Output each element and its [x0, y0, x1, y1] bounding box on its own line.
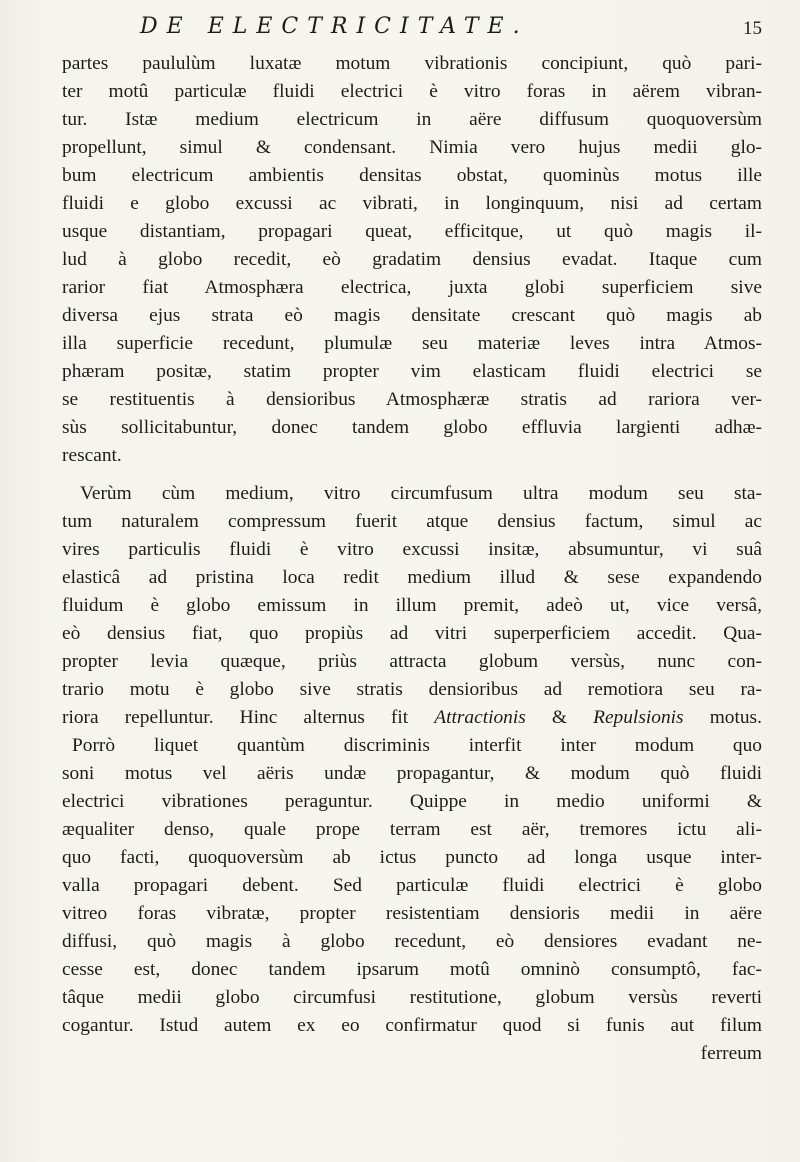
italic-term-repulsionis: Repulsionis — [593, 707, 684, 728]
page-number: 15 — [743, 18, 762, 39]
text-line: vitreo foras vibratæ, propter resistentiam densioris medii in aëre — [62, 903, 762, 924]
text-line: elasticâ ad pristina loca redit medium illud & sese expandendo — [62, 567, 762, 588]
text-line: fluidi e globo excussi ac vibrati, in longinquum, nisi ad certam — [62, 193, 762, 214]
text-line: rarior fiat Atmosphæra electrica, juxta globi superficiem sive — [62, 277, 762, 298]
text-line: quo facti, quoquoversùm ab ictus puncto ad longa usque inter- — [62, 847, 762, 868]
text-line: Porrò liquet quantùm discriminis interfit inter modum quo — [72, 735, 762, 756]
text-line: propellunt, simul & condensant. Nimia vero hujus medii glo- — [62, 137, 762, 158]
text-line: fluidum è globo emissum in illum premit, adeò ut, vice versâ, — [62, 595, 762, 616]
text-line: tâque medii globo circumfusi restitutione, globum versùs reverti — [62, 987, 762, 1008]
text-line: vires particulis fluidi è vitro excussi insitæ, absumuntur, vi suâ — [62, 539, 762, 560]
text-line: tur. Istæ medium electricum in aëre diffusum quoquoversùm — [62, 109, 762, 130]
italic-term-attractionis: Attractionis — [434, 707, 526, 728]
text-line: ter motû particulæ fluidi electrici è vitro foras in aërem vibran- — [62, 81, 762, 102]
text-line: sùs sollicitabuntur, donec tandem globo effluvia largienti adhæ- — [62, 417, 762, 438]
text-line: tum naturalem compressum fuerit atque densius factum, simul ac — [62, 511, 762, 532]
text-line: usque distantiam, propagari queat, efficitque, ut quò magis il- — [62, 221, 762, 242]
text-line: bum electricum ambientis densitas obstat, quominùs motus ille — [62, 165, 762, 186]
text-line: soni motus vel aëris undæ propagantur, & modum quò fluidi — [62, 763, 762, 784]
text-line: eò densius fiat, quo propiùs ad vitri superperficiem accedit. Qua- — [62, 623, 762, 644]
text-line: cesse est, donec tandem ipsarum motû omninò consumptô, fac- — [62, 959, 762, 980]
text-line: propter levia quæque, priùs attracta globum versùs, nunc con- — [62, 651, 762, 672]
text-line: rescant. — [62, 445, 122, 466]
text-line: electrici vibrationes peraguntur. Quippe in medio uniformi & — [62, 791, 762, 812]
text-line: cogantur. Istud autem ex eo confirmatur quod si funis aut filum — [62, 1015, 762, 1036]
text-line: lud à globo recedit, eò gradatim densius evadat. Itaque cum — [62, 249, 762, 270]
body-text — [62, 50, 762, 1068]
text-run: riora repelluntur. Hinc alternus fit — [62, 707, 409, 728]
text-line: illa superficie recedunt, plumulæ seu materiæ leves intra Atmos- — [62, 333, 762, 354]
text-run: & — [551, 707, 567, 728]
running-title: DE ELECTRICITATE. — [140, 14, 529, 39]
text-run: motus. — [709, 707, 762, 728]
text-line: Verùm cùm medium, vitro circumfusum ultra modum seu sta- — [80, 483, 762, 504]
text-line: phæram positæ, statim propter vim elasticam fluidi electrici se — [62, 361, 762, 382]
text-line: æqualiter denso, quale prope terram est aër, tremores ictu ali- — [62, 819, 762, 840]
text-line — [62, 704, 762, 732]
text-line: diffusi, quò magis à globo recedunt, eò densiores evadant ne- — [62, 931, 762, 952]
text-line: diversa ejus strata eò magis densitate crescant quò magis ab — [62, 305, 762, 326]
text-line: se restituentis à densioribus Atmosphæræ stratis ad rariora ver- — [62, 389, 762, 410]
text-line: valla propagari debent. Sed particulæ fluidi electrici è globo — [62, 875, 762, 896]
text-line: trario motu è globo sive stratis densioribus ad remotiora seu ra- — [62, 679, 762, 700]
paragraph-gap — [62, 470, 762, 480]
catchword: ferreum — [700, 1043, 762, 1064]
text-line: partes paululùm luxatæ motum vibrationis concipiunt, quò pari- — [62, 53, 762, 74]
